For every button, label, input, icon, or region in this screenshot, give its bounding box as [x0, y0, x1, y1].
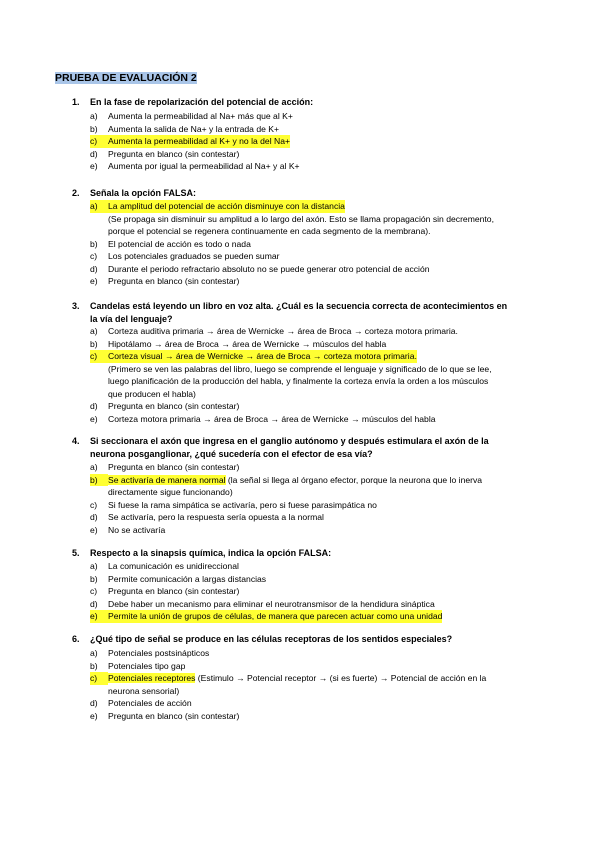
option-explanation: (Se propaga sin disminuir su amplitud a lo largo del axón. Esto se llama propagación sin decremento,	[108, 213, 494, 224]
question-number: 6.	[72, 634, 80, 644]
question-number: 4.	[72, 436, 80, 446]
title-text: PRUEBA DE EVALUACIÓN 2	[55, 72, 197, 84]
document-page: PRUEBA DE EVALUACIÓN 2 1. En la fase de repolarización del potencial de acción: a) Aumenta la permeabilidad al Na+ más que al K+ b) Aumenta la salida de Na+ y la entrada de K+ c) Aumenta la permeabilidad al K+ y no la del Na+ d) Pregunta en blanco (sin contestar) e) Aumenta por igual la permeabilidad al Na+ y al K+ 2. Señala la opción FALSA: a) La amplitud del potencial de acción disminuye con la distancia (Se propaga sin disminuir su amplitud a lo largo del axón. Esto se llama propagación sin decremento, porque el potencial se regenera continuamente en cada segmento de la membrana). b) El potencial de acción es todo o nada c) Los potenciales graduados se pueden sumar d) Durante el periodo refractario absoluto no se puede generar otro potencial de acción e) Pregunta en blanco (sin contestar) 3. Candelas está leyendo un libro en voz alta. ¿Cuál es la secuencia correcta de acontecimientos en la vía del lenguaje? a) Corteza auditiva primaria → área de Wernicke → área de Broca → corteza motora primaria. b) Hipotálamo → área de Broca → área de Wernicke → músculos del habla c) Corteza visual → área de Wernicke → área de Broca → corteza motora primaria. (Primero se ven las palabras del libro, luego se comprende el lenguaje y significado de lo que se lee, luego planificación de la producción del habla, y finalmente la corteza envía la orden a los músculos que producen el habla) d) Pregunta en blanco (sin contestar) e) Corteza motora primaria → área de Broca → área de Wernicke → músculos del habla 4. Si seccionara el axón que ingresa en el ganglio autónomo y después estimulara el axón de la neurona posganglionar, ¿qué sucedería con el efector de esa vía? a) Pregunta en blanco (sin contestar) b) Se activaría de manera normal (la señal si llega al órgano efector, porque la neurona que lo inerva directamente sigue funcionando) c) Si fuese la rama simpática se activaría, pero si fuese parasimpática no d) Se activaría, pero la respuesta sería opuesta a la normal e) No se activaría 5. Respecto a la sinapsis química, indica la opción FALSA: a) La comunicación es unidireccional b) Permite comunicación a largas distancias c) Pregunta en blanco (sin contestar) d) Debe haber un mecanismo para eliminar el neurotransmisor de la hendidura sináptica e) Permite la unión de grupos de células, de manera que parecen actuar como una unidad 6. ¿Qué tipo de señal se produce en las células receptoras de los sentidos especiales? a) Potenciales postsinápticos b) Potenciales tipo gap c) Potenciales receptores (Estimulo → Potencial receptor → (si es fuerte) → Potencial de acción en la neurona sensorial) d) Potenciales de acción e) Pregunta en blanco (sin contestar)	[0, 0, 600, 848]
question-number: 5.	[72, 548, 80, 558]
question-text-line-1: Candelas está leyendo un libro en voz alta. ¿Cuál es la secuencia correcta de acontecimientos en	[90, 301, 508, 311]
question-number: 1.	[72, 97, 80, 107]
option-explanation: luego planificación de la producción del habla, y finalmente la corteza envía la orden a los músculos	[108, 376, 489, 386]
question-number: 3.	[72, 301, 80, 311]
option-explanation: que producen el habla)	[108, 388, 196, 399]
option-explanation: porque el potencial se regenera continuamente en cada segmento de la membrana).	[108, 226, 431, 236]
option-explanation: neurona sensorial)	[108, 685, 180, 696]
question-text: ¿Qué tipo de señal se produce en las células receptoras de los sentidos especiales?	[90, 634, 453, 644]
page-title	[53, 71, 549, 85]
question-text: En la fase de repolarización del potencial de acción:	[90, 97, 314, 107]
option-explanation: directamente sigue funcionando)	[108, 487, 233, 497]
question-number: 2.	[72, 188, 80, 198]
question-text-line-2: neurona posganglionar, ¿qué sucedería con el efector de esa vía?	[90, 448, 373, 459]
question-text: Señala la opción FALSA:	[90, 188, 197, 198]
option-explanation: (Primero se ven las palabras del libro, luego se comprende el lenguaje y significado de lo que se lee,	[108, 363, 492, 374]
question-text: Respecto a la sinapsis química, indica la opción FALSA:	[90, 548, 332, 558]
question-text-line-1: Si seccionara el axón que ingresa en el ganglio autónomo y después estimulara el axón de la	[90, 436, 489, 446]
question-text-line-2: la vía del lenguaje?	[90, 313, 173, 324]
